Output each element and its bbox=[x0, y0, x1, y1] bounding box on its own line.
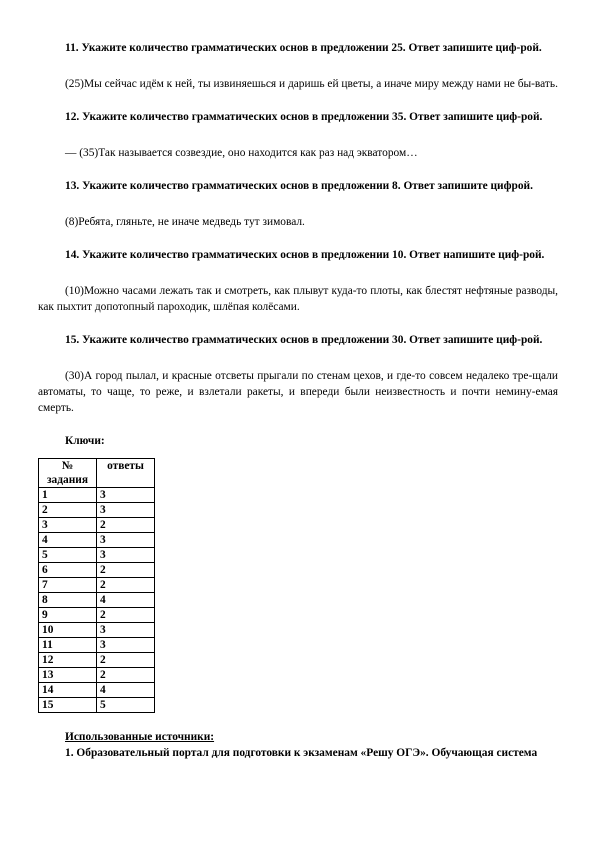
table-row bbox=[39, 578, 155, 593]
task-12-sentence: — (35)Так называется созвездие, оно находится как раз над экватором… bbox=[65, 147, 418, 159]
task-14-sentence: (10)Можно часами лежать так и смотреть, как плывут куда-то плоты, как блестят нефтяные разводы, как пыхтит допотопный пароходик, шлёпая колёсами. bbox=[38, 285, 558, 313]
table-row bbox=[39, 533, 155, 548]
answer-cell: 3 bbox=[97, 488, 155, 503]
table-row bbox=[39, 623, 155, 638]
task-number-cell: 7 bbox=[39, 578, 97, 593]
document-page bbox=[38, 40, 558, 761]
table-row bbox=[39, 593, 155, 608]
task-11-sentence: (25)Мы сейчас идём к ней, ты извиняешься и даришь ей цветы, а иначе миру между нами не бы-вать. bbox=[65, 78, 558, 90]
answer-key-header-row bbox=[39, 459, 155, 488]
task-11-question: 11. Укажите количество грамматических основ в предложении 25. Ответ запишите циф-рой. bbox=[65, 42, 542, 54]
task-number-cell: 10 bbox=[39, 623, 97, 638]
task-number-cell: 15 bbox=[39, 698, 97, 713]
table-row bbox=[39, 563, 155, 578]
table-row bbox=[39, 503, 155, 518]
answer-cell: 4 bbox=[97, 593, 155, 608]
answer-cell: 2 bbox=[97, 563, 155, 578]
task-number-cell: 9 bbox=[39, 608, 97, 623]
answer-key-body bbox=[39, 488, 155, 713]
task-number-cell: 11 bbox=[39, 638, 97, 653]
table-row bbox=[39, 698, 155, 713]
answer-key-table bbox=[38, 458, 155, 713]
answer-cell: 2 bbox=[97, 653, 155, 668]
table-row bbox=[39, 683, 155, 698]
table-row bbox=[39, 518, 155, 533]
task-13-sentence: (8)Ребята, гляньте, не иначе медведь тут зимовал. bbox=[65, 216, 305, 228]
table-row bbox=[39, 548, 155, 563]
task-15-sentence: (30)А город пылал, и красные отсветы прыгали по стенам цехов, и где-то совсем недалеко тре-щали автоматы, то чаще, то реже, и взлетали ракеты, и впереди были неизвестность и почти немину-емая смерть. bbox=[38, 370, 558, 414]
task-number-cell: 8 bbox=[39, 593, 97, 608]
task-number-cell: 3 bbox=[39, 518, 97, 533]
task-12-question: 12. Укажите количество грамматических основ в предложении 35. Ответ запишите циф-рой. bbox=[65, 111, 543, 123]
table-row bbox=[39, 668, 155, 683]
answer-cell: 2 bbox=[97, 518, 155, 533]
answer-cell: 2 bbox=[97, 578, 155, 593]
task-number-cell: 13 bbox=[39, 668, 97, 683]
answer-cell: 4 bbox=[97, 683, 155, 698]
answer-cell: 3 bbox=[97, 533, 155, 548]
answer-cell: 2 bbox=[97, 668, 155, 683]
answer-cell: 3 bbox=[97, 638, 155, 653]
task-number-cell: 1 bbox=[39, 488, 97, 503]
task-number-cell: 14 bbox=[39, 683, 97, 698]
task-13-question: 13. Укажите количество грамматических основ в предложении 8. Ответ запишите цифрой. bbox=[65, 180, 533, 192]
task-number-cell: 2 bbox=[39, 503, 97, 518]
keys-title: Ключи: bbox=[65, 435, 105, 447]
header-task-number: № задания bbox=[39, 459, 97, 488]
table-row bbox=[39, 638, 155, 653]
header-answers: ответы bbox=[97, 459, 155, 488]
table-row bbox=[39, 488, 155, 503]
task-number-cell: 12 bbox=[39, 653, 97, 668]
task-number-cell: 4 bbox=[39, 533, 97, 548]
answer-cell: 3 bbox=[97, 503, 155, 518]
sources-title: Использованные источники: bbox=[65, 731, 215, 743]
table-row bbox=[39, 653, 155, 668]
answer-cell: 5 bbox=[97, 698, 155, 713]
table-row bbox=[39, 608, 155, 623]
task-14-question: 14. Укажите количество грамматических основ в предложении 10. Ответ напишите циф-рой. bbox=[65, 249, 545, 261]
task-15-question: 15. Укажите количество грамматических основ в предложении 30. Ответ запишите циф-рой. bbox=[65, 334, 543, 346]
task-number-cell: 6 bbox=[39, 563, 97, 578]
answer-cell: 3 bbox=[97, 548, 155, 563]
task-number-cell: 5 bbox=[39, 548, 97, 563]
answer-cell: 2 bbox=[97, 608, 155, 623]
source-item-1: 1. Образовательный портал для подготовки к экзаменам «Решу ОГЭ». Обучающая система bbox=[65, 747, 538, 759]
answer-cell: 3 bbox=[97, 623, 155, 638]
